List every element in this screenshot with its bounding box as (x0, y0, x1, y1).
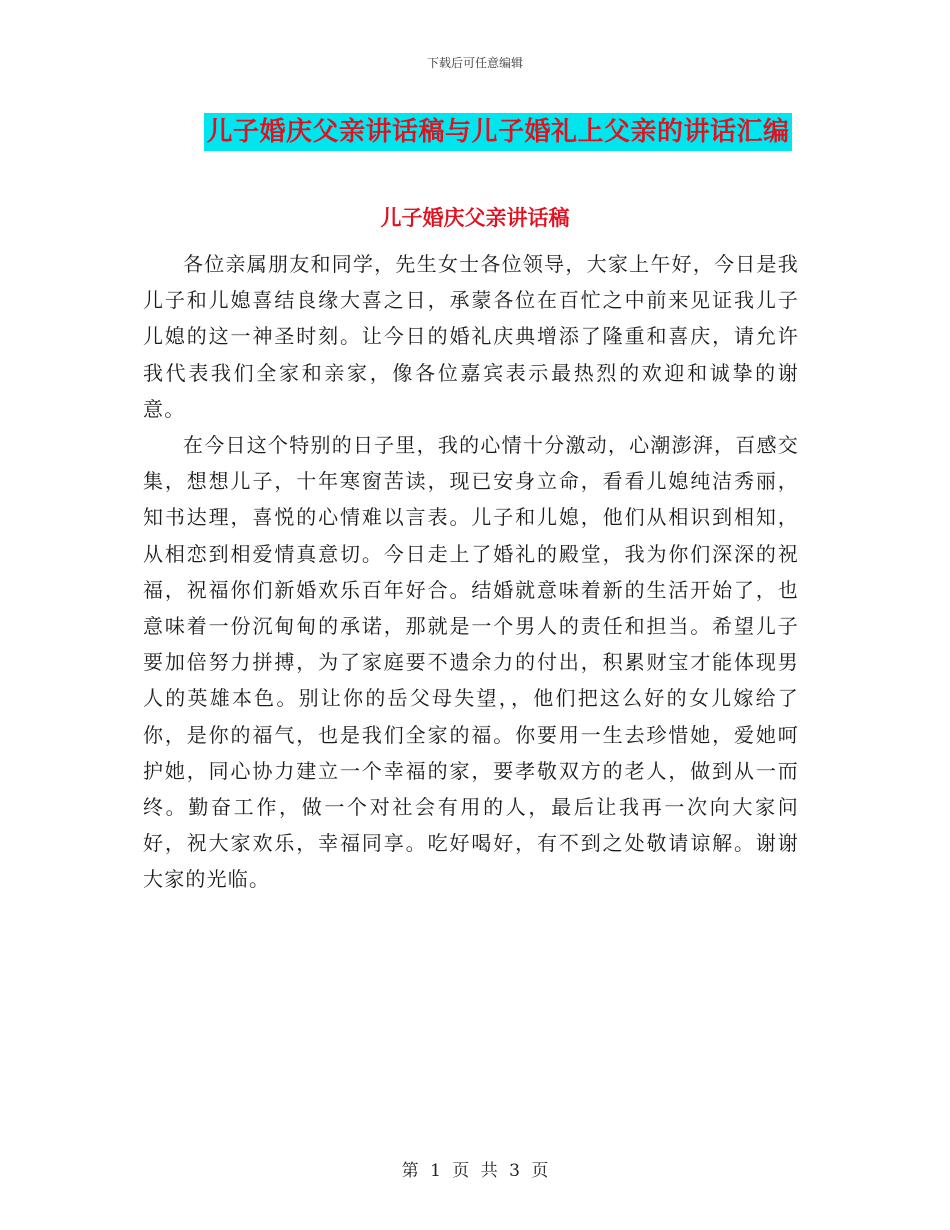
document-body (143, 246, 799, 898)
document-title-container (0, 113, 950, 151)
section-title: 儿子婚庆父亲讲话稿 (380, 206, 570, 230)
page-number: 第 1 页 共 3 页 (401, 1161, 549, 1181)
header-note: 下载后可任意编辑 (426, 56, 523, 70)
paragraph: 在今日这个特别的日子里，我的心情十分激动，心潮澎湃，百感交集，想想儿子，十年寒窗苦读，现已安身立命，看看儿媳纯洁秀丽，知书达理，喜悦的心情难以言表。儿子和儿媳，他们从相识到相知，从相恋到相爱情真意切。今日走上了婚礼的殿堂，我为你们深深的祝福，祝福你们新婚欢乐百年好合。结婚就意味着新的生活开始了，也意味着一份沉甸甸的承诺，那就是一个男人的责任和担当。希望儿子要加倍努力拼搏，为了家庭要不遗余力的付出，积累财宝才能体现男人的英雄本色。别让你的岳父母失望，，他们把这么好的女儿嫁给了你，是你的福气，也是我们全家的福。你要用一生去珍惜她，爱她呵护她，同心协力建立一个幸福的家，要孝敬双方的老人，做到从一而终。勤奋工作，做一个对社会有用的人，最后让我再一次向大家问好，祝大家欢乐，幸福同享。吃好喝好，有不到之处敬请谅解。谢谢大家的光临。 (143, 433, 799, 892)
paragraph: 各位亲属朋友和同学，先生女士各位领导，大家上午好，今日是我儿子和儿媳喜结良缘大喜之日，承蒙各位在百忙之中前来见证我儿子儿媳的这一神圣时刻。让今日的婚礼庆典增添了隆重和喜庆，请允许我代表我们全家和亲家，像各位嘉宾表示最热烈的欢迎和诚挚的谢意。 (143, 252, 799, 421)
document-title: 儿子婚庆父亲讲话稿与儿子婚礼上父亲的讲话汇编 (204, 113, 791, 151)
